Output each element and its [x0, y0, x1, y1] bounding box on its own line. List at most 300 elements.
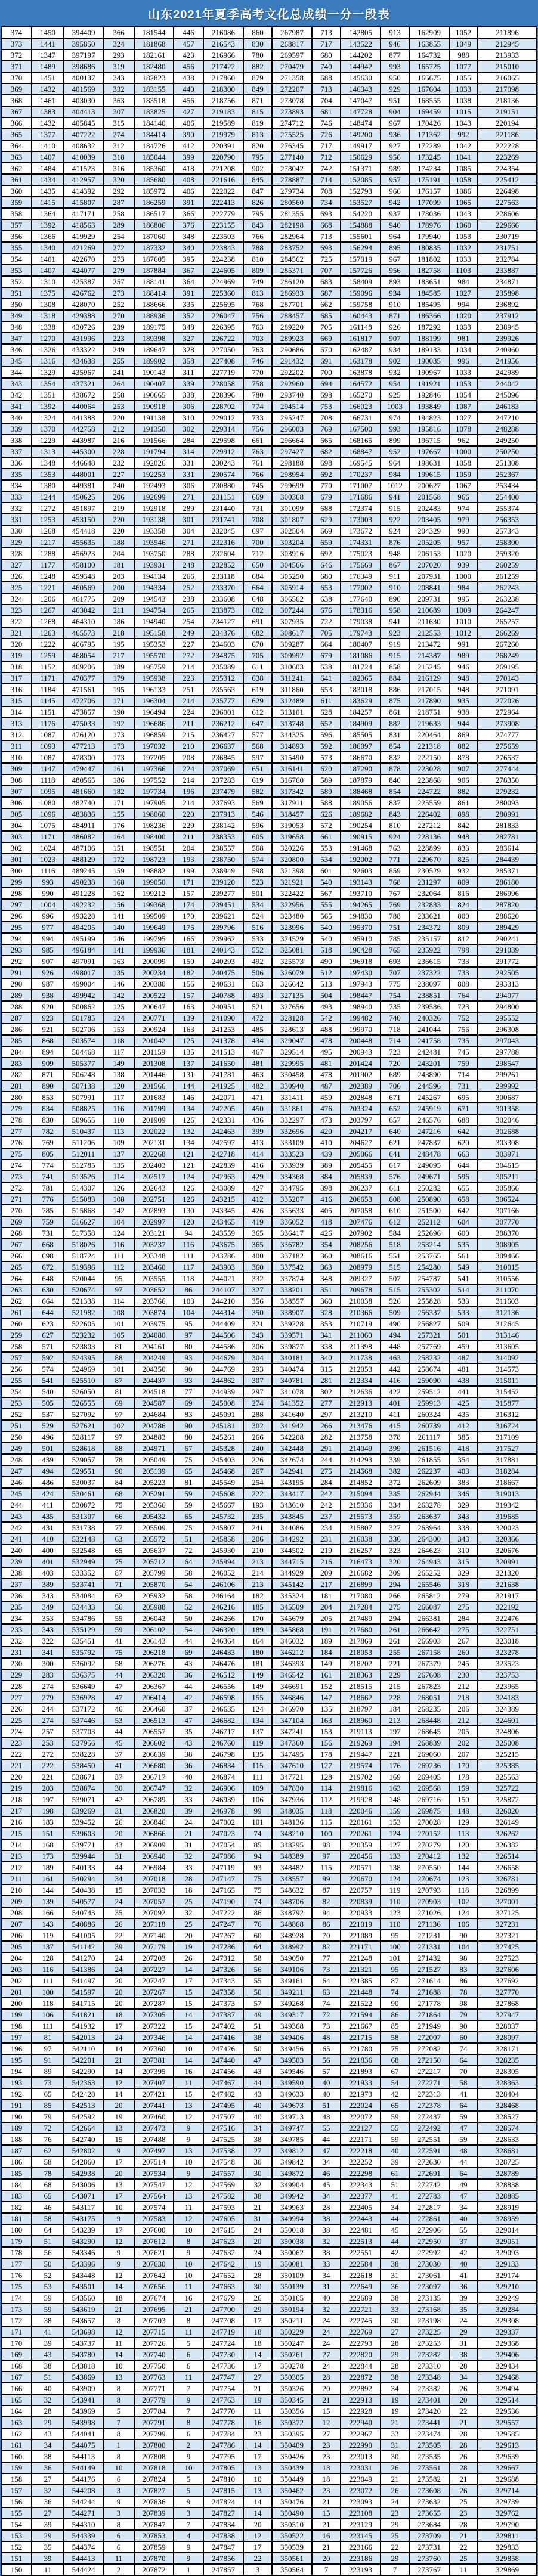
table-cell: 184585 [409, 287, 449, 299]
table-row [1, 1194, 537, 1205]
table-cell: 21 [243, 2202, 272, 2213]
table-cell: 482740 [64, 797, 103, 808]
table-cell: 329790 [478, 2519, 537, 2530]
table-cell: 273097 [409, 2281, 449, 2292]
table-cell: 258 [103, 389, 134, 401]
score-cell: 247 [1, 1465, 32, 1477]
table-cell: 1049 [449, 38, 478, 49]
table-cell: 329739 [478, 2496, 537, 2507]
table-cell: 515868 [64, 1205, 103, 1216]
table-cell: 532548 [64, 1545, 103, 1556]
table-cell: 242597 [203, 1137, 243, 1148]
table-cell: 221448 [341, 1986, 381, 1998]
table-cell: 714 [312, 174, 341, 185]
table-cell: 27 [32, 2473, 64, 2485]
table-cell: 181544 [134, 27, 174, 38]
table-cell: 154220 [341, 208, 381, 219]
table-cell: 256337 [409, 1307, 449, 1318]
table-cell: 206846 [134, 1816, 174, 1828]
table-cell: 55 [449, 2224, 478, 2236]
table-cell: 542363 [64, 2077, 103, 2088]
table-cell: 1441 [32, 38, 64, 49]
table-cell: 259090 [409, 1375, 449, 1386]
table-cell: 544244 [64, 2496, 103, 2507]
table-cell: 239796 [203, 922, 243, 933]
table-cell: 44 [381, 2236, 409, 2247]
table-cell: 529551 [64, 1465, 103, 1477]
table-cell: 679 [312, 491, 341, 503]
table-cell: 13 [174, 2100, 203, 2111]
table-cell: 460569 [64, 582, 103, 593]
table-cell: 232316 [203, 537, 243, 548]
table-cell: 242205 [203, 1103, 243, 1114]
table-cell: 203 [103, 571, 134, 582]
table-cell: 294 [381, 1613, 409, 1624]
table-cell: 509 [449, 1318, 478, 1329]
table-cell: 207564 [134, 2190, 174, 2202]
table-cell: 34 [32, 2439, 64, 2451]
table-cell: 568 [243, 842, 272, 854]
table-cell: 551 [381, 1250, 409, 1261]
table-cell: 1407 [32, 265, 64, 276]
table-cell: 162487 [341, 344, 381, 355]
table-cell: 152 [312, 1681, 341, 1692]
table-cell: 205366 [134, 1499, 174, 1511]
table-cell: 714 [449, 1069, 478, 1080]
table-cell: 173003 [341, 514, 381, 525]
table-cell: 620 [312, 763, 341, 774]
table-cell: 169459 [409, 106, 449, 117]
table-cell: 242718 [203, 1148, 243, 1160]
table-cell: 349747 [272, 2122, 312, 2134]
table-cell: 80 [174, 1341, 203, 1352]
table-cell: 323523 [478, 1658, 537, 1669]
table-cell: 322192 [478, 1601, 537, 1613]
table-cell: 204627 [341, 1137, 381, 1148]
table-row [1, 2553, 537, 2564]
table-cell: 240631 [203, 978, 243, 990]
table-cell: 315011 [478, 1375, 537, 1386]
table-cell: 668 [312, 219, 341, 231]
table-cell: 77 [103, 1522, 134, 1533]
table-cell: 234871 [478, 276, 537, 287]
table-cell: 166675 [409, 72, 449, 83]
table-cell: 336 [381, 1533, 409, 1545]
table-cell: 222377 [341, 2190, 381, 2202]
table-cell: 242463 [203, 1126, 243, 1137]
table-cell: 810 [381, 820, 409, 831]
score-cell: 338 [1, 435, 32, 446]
table-cell: 247507 [203, 2111, 243, 2122]
table-cell: 449381 [64, 480, 103, 491]
table-cell: 349994 [272, 2213, 312, 2224]
table-cell: 698 [312, 457, 341, 469]
table-row [1, 367, 537, 378]
table-cell: 215 [174, 729, 203, 740]
table-cell: 350326 [272, 2383, 312, 2394]
table-cell: 241513 [203, 1046, 243, 1058]
score-cell: 309 [1, 763, 32, 774]
table-cell: 350194 [272, 2304, 312, 2315]
table-cell: 989 [449, 650, 478, 661]
table-cell: 275525 [272, 129, 312, 140]
table-cell: 10 [174, 2258, 203, 2270]
table-cell: 207203 [134, 1952, 174, 1964]
table-cell: 871 [243, 95, 272, 106]
score-cell: 285 [1, 1035, 32, 1046]
table-cell: 1313 [32, 446, 64, 457]
table-cell: 226402 [409, 808, 449, 820]
table-cell: 935 [449, 695, 478, 706]
table-row [1, 2281, 537, 2292]
table-cell: 404413 [64, 106, 103, 117]
table-cell: 171 [103, 797, 134, 808]
score-cell: 292 [1, 956, 32, 967]
table-cell: 197 [381, 1726, 409, 1737]
table-cell: 536092 [64, 1658, 103, 1669]
table-cell: 542802 [64, 2145, 103, 2156]
table-cell: 207547 [134, 2179, 174, 2190]
table-cell: 246798 [203, 1749, 243, 1760]
table-cell: 40 [174, 1771, 203, 1783]
table-cell: 222443 [341, 2213, 381, 2224]
score-cell: 185 [1, 2168, 32, 2179]
table-cell: 291039 [478, 944, 537, 956]
table-cell: 531738 [64, 1522, 103, 1533]
table-row [1, 1952, 537, 1964]
table-cell: 162909 [409, 27, 449, 38]
table-cell: 199 [174, 865, 203, 876]
table-cell: 515083 [64, 1194, 103, 1205]
table-cell: 19 [103, 2111, 134, 2122]
table-cell: 74 [312, 1998, 341, 2009]
table-cell: 44 [312, 2134, 341, 2145]
table-row [1, 265, 537, 276]
table-cell: 221208 [203, 163, 243, 174]
table-cell: 1 [103, 2439, 134, 2451]
table-cell: 234127 [203, 616, 243, 627]
table-cell: 412 [174, 140, 203, 151]
table-cell: 198400 [134, 831, 174, 842]
table-cell: 281355 [272, 208, 312, 219]
table-row [1, 1884, 537, 1896]
table-cell: 207305 [134, 2009, 174, 2020]
table-cell: 273608 [409, 2485, 449, 2496]
table-cell: 207583 [134, 2213, 174, 2224]
table-cell: 171 [174, 876, 203, 888]
table-cell: 36 [32, 2496, 64, 2507]
table-cell: 184257 [341, 706, 381, 718]
table-cell: 266087 [409, 1601, 449, 1613]
table-cell: 190035 [409, 355, 449, 367]
table-cell: 159 [381, 1805, 409, 1816]
table-cell: 195938 [134, 672, 174, 684]
table-cell: 197366 [134, 763, 174, 774]
table-cell: 216899 [341, 1579, 381, 1590]
table-cell: 688 [312, 72, 341, 83]
table-cell: 9 [174, 2168, 203, 2179]
table-cell: 268235 [409, 1703, 449, 1715]
table-cell: 252696 [409, 1227, 449, 1239]
table-cell: 163 [174, 1024, 203, 1035]
table-cell: 350395 [272, 2428, 312, 2439]
table-cell: 840 [381, 774, 409, 786]
table-cell: 273061 [409, 2270, 449, 2281]
table-cell: 165725 [409, 61, 449, 72]
table-cell: 243559 [203, 1227, 243, 1239]
table-cell: 1364 [32, 208, 64, 219]
table-cell: 647 [243, 718, 272, 729]
table-cell: 271864 [409, 2009, 449, 2020]
table-cell: 269716 [409, 1794, 449, 1805]
table-cell: 155601 [341, 231, 381, 242]
table-cell: 350476 [272, 2496, 312, 2507]
table-cell: 555 [312, 899, 341, 910]
table-cell: 843 [381, 808, 409, 820]
table-cell: 278350 [478, 774, 537, 786]
table-cell: 288620 [478, 910, 537, 922]
table-cell: 91 [32, 2054, 64, 2066]
table-cell: 83 [174, 1409, 203, 1420]
table-cell: 215336 [341, 1499, 381, 1511]
table-cell: 227 [103, 469, 134, 480]
table-cell: 168 [103, 876, 134, 888]
table-cell: 205223 [134, 1477, 174, 1488]
table-cell: 327947 [478, 2009, 537, 2020]
table-row [1, 1284, 537, 1295]
score-cell: 341 [1, 401, 32, 412]
table-cell: 323278 [478, 1647, 537, 1658]
table-cell: 178036 [409, 208, 449, 219]
table-cell: 158409 [341, 276, 381, 287]
table-cell: 39 [174, 1805, 203, 1816]
table-cell: 455635 [64, 537, 103, 548]
table-cell: 544149 [64, 2462, 103, 2473]
table-cell: 82 [312, 1941, 341, 1952]
table-cell: 206153 [409, 548, 449, 559]
score-cell: 212 [1, 1862, 32, 1873]
table-cell: 28 [449, 2519, 478, 2530]
table-cell: 169 [381, 1771, 409, 1783]
table-cell: 335207 [272, 1194, 312, 1205]
table-cell: 58 [243, 1952, 272, 1964]
table-cell: 52 [174, 1601, 203, 1613]
table-cell: 1267 [32, 605, 64, 616]
table-cell: 317911 [272, 797, 312, 808]
table-cell: 222127 [341, 2122, 381, 2134]
table-cell: 213476 [341, 1420, 381, 1431]
score-cell: 262 [1, 1295, 32, 1307]
table-cell: 64 [32, 2224, 64, 2236]
table-cell: 219816 [341, 1783, 381, 1794]
table-cell: 307935 [272, 616, 312, 627]
table-cell: 6 [174, 2428, 203, 2439]
table-cell: 1171 [32, 831, 64, 842]
table-cell: 328613 [272, 1024, 312, 1035]
table-row [1, 1103, 537, 1114]
table-cell: 321398 [272, 865, 312, 876]
table-cell: 763 [243, 446, 272, 457]
table-cell: 820 [243, 140, 272, 151]
table-cell: 417171 [64, 208, 103, 219]
table-cell: 114 [103, 1295, 134, 1307]
table-cell: 142805 [341, 27, 381, 38]
table-cell: 315452 [478, 1386, 537, 1397]
table-cell: 218515 [341, 1681, 381, 1692]
table-row [1, 2507, 537, 2519]
table-cell: 495 [312, 1046, 341, 1058]
table-cell: 13 [243, 2462, 272, 2473]
table-cell: 221321 [341, 1964, 381, 1975]
table-cell: 283614 [478, 842, 537, 854]
table-cell: 223145 [341, 2530, 381, 2541]
table-cell: 247165 [203, 1884, 243, 1896]
table-row [1, 854, 537, 865]
table-cell: 927 [381, 140, 409, 151]
table-cell: 671 [449, 1103, 478, 1114]
table-cell: 518 [312, 944, 341, 956]
table-cell: 438672 [64, 389, 103, 401]
table-cell: 69 [103, 1397, 134, 1409]
score-cell: 205 [1, 1941, 32, 1952]
table-cell: 1020 [449, 548, 478, 559]
table-row [1, 2541, 537, 2553]
table-cell: 54 [381, 2077, 409, 2088]
table-cell: 522605 [64, 1318, 103, 1329]
table-cell: 497091 [64, 956, 103, 967]
table-cell: 328235 [478, 2054, 537, 2066]
table-cell: 202848 [341, 1092, 381, 1103]
score-cell: 294 [1, 933, 32, 944]
table-cell: 1087 [32, 729, 64, 740]
table-cell: 813 [243, 129, 272, 140]
table-cell: 1052 [449, 27, 478, 38]
table-cell: 697 [243, 525, 272, 537]
table-cell: 21 [174, 2304, 203, 2315]
table-cell: 434638 [64, 355, 103, 367]
table-cell: 206043 [134, 1613, 174, 1624]
table-cell: 220 [174, 808, 203, 820]
table-row [1, 2496, 537, 2507]
table-cell: 173 [32, 1850, 64, 1862]
table-cell: 220464 [409, 729, 449, 740]
table-cell: 360 [312, 1250, 341, 1261]
table-cell: 116 [103, 1103, 134, 1114]
table-cell: 228 [103, 446, 134, 457]
score-cell: 373 [1, 38, 32, 49]
table-cell: 233621 [409, 910, 449, 922]
table-cell: 68 [32, 2179, 64, 2190]
table-cell: 23 [312, 2485, 341, 2496]
table-cell: 222928 [341, 2405, 381, 2417]
table-cell: 187060 [134, 231, 174, 242]
table-cell: 80 [174, 1431, 203, 1443]
table-cell: 346542 [272, 1669, 312, 1681]
table-cell: 323018 [478, 1635, 537, 1647]
table-cell: 256353 [478, 514, 537, 525]
table-cell: 991 [449, 638, 478, 650]
table-cell: 85 [32, 2100, 64, 2111]
table-cell: 542 [312, 1012, 341, 1024]
table-row [1, 605, 537, 616]
table-cell: 243786 [203, 1250, 243, 1261]
table-cell: 964 [381, 457, 409, 469]
table-cell: 294 [381, 1579, 409, 1590]
table-cell: 179940 [409, 231, 449, 242]
table-cell: 36 [174, 1669, 203, 1681]
table-cell: 241378 [203, 1035, 243, 1046]
table-cell: 32 [174, 1907, 203, 1918]
table-cell: 223108 [341, 2507, 381, 2519]
table-cell: 266 [243, 1431, 272, 1443]
table-cell: 18 [312, 2462, 341, 2473]
table-cell: 247778 [203, 2417, 243, 2428]
table-cell: 454418 [64, 525, 103, 537]
table-cell: 2 [174, 2439, 203, 2451]
table-cell: 67 [174, 1443, 203, 1454]
table-cell: 317881 [478, 1454, 537, 1465]
table-cell: 934 [381, 287, 409, 299]
table-cell: 745 [449, 1046, 478, 1058]
table-cell: 330458 [272, 1069, 312, 1080]
table-cell: 1259 [32, 650, 64, 661]
table-cell: 95 [381, 1964, 409, 1975]
table-cell: 341352 [272, 1397, 312, 1409]
table-cell: 24 [312, 2360, 341, 2372]
table-cell: 271231 [409, 1930, 449, 1941]
table-cell: 220 [103, 525, 134, 537]
table-cell: 509 [381, 1307, 409, 1318]
table-cell: 221 [381, 1749, 409, 1760]
table-cell: 758 [243, 378, 272, 389]
table-cell: 338557 [272, 1295, 312, 1307]
table-cell: 1351 [32, 389, 64, 401]
table-cell: 207839 [134, 2507, 174, 2519]
table-row [1, 389, 537, 401]
table-cell: 5 [174, 2485, 203, 2496]
table-cell: 245732 [203, 1511, 243, 1522]
table-cell: 247216 [409, 1126, 449, 1137]
table-cell: 38 [381, 2372, 409, 2383]
table-cell: 207395 [134, 2066, 174, 2077]
table-cell: 326079 [272, 967, 312, 978]
table-cell: 207118 [134, 1918, 174, 1930]
table-cell: 206789 [134, 1794, 174, 1805]
score-cell: 278 [1, 1114, 32, 1126]
table-cell: 222481 [341, 2224, 381, 2236]
score-cell: 214 [1, 1839, 32, 1850]
table-cell: 216065 [478, 72, 537, 83]
table-cell: 14 [174, 2054, 203, 2066]
score-cell: 322 [1, 616, 32, 627]
table-cell: 169545 [341, 457, 381, 469]
table-cell: 206984 [134, 1862, 174, 1873]
table-cell: 316141 [272, 763, 312, 774]
table-cell: 273908 [478, 718, 537, 729]
table-cell: 134 [243, 1715, 272, 1726]
table-cell: 151 [103, 842, 134, 854]
table-cell: 145630 [341, 72, 381, 83]
table-cell: 682 [243, 605, 272, 616]
table-row [1, 1533, 537, 1545]
table-cell: 34 [381, 2202, 409, 2213]
table-cell: 211060 [341, 1329, 381, 1341]
table-cell: 206 [103, 491, 134, 503]
table-cell: 348136 [272, 1816, 312, 1828]
table-cell: 222967 [341, 2428, 381, 2439]
table-cell: 141 [103, 910, 134, 922]
table-cell: 17 [243, 2315, 272, 2326]
